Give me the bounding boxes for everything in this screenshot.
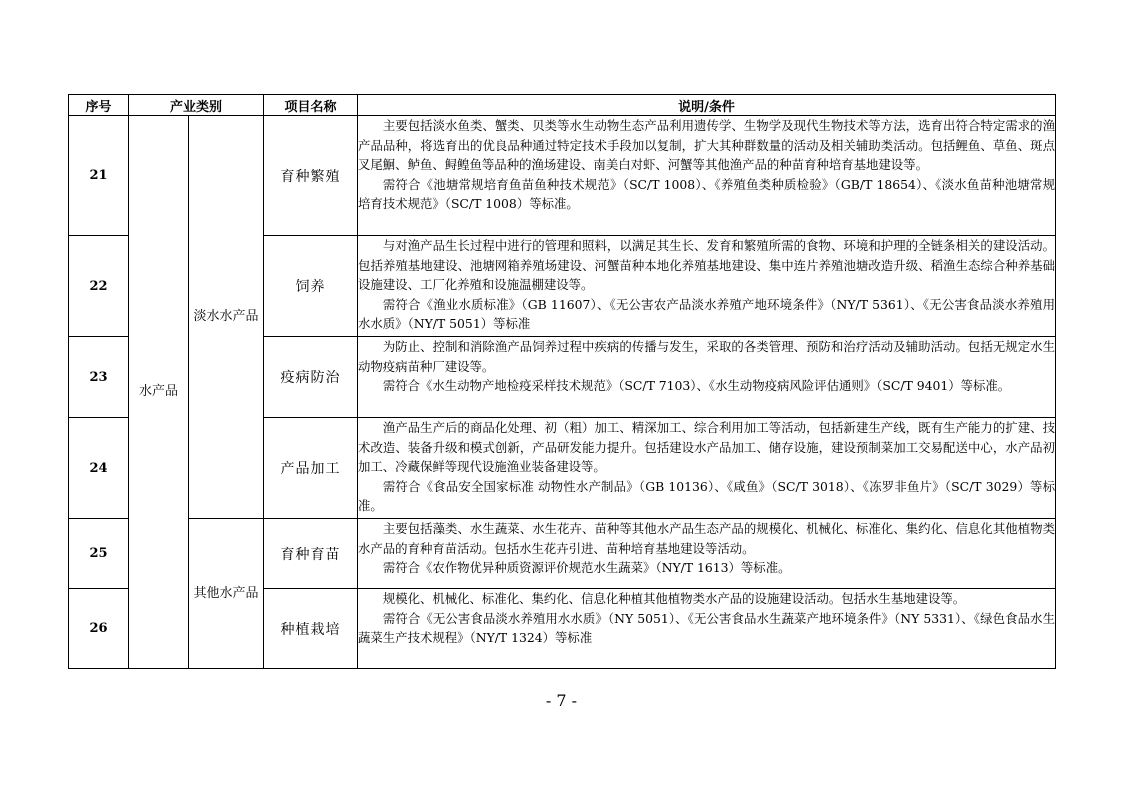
row-number: 26 xyxy=(69,589,129,669)
row-number: 23 xyxy=(69,337,129,418)
table-row xyxy=(69,519,1056,589)
project-name: 产品加工 xyxy=(264,418,358,519)
description-text: 主要包括淡水鱼类、蟹类、贝类等水生动物生态产品利用遗传学、生物学及现代生物技术等方法，选育出符合特定需求的渔产品品种，将选育出的优良品种通过特定技术手段加以复制，扩大其种群数量的活动及相关辅助类活动。包括鲤鱼、草鱼、斑点叉尾鮰、鲈鱼、鲟鳇鱼等品种的渔场建设、南美白对虾、河蟹等其他渔产品的种苗育种培育基地建设等。 xyxy=(358,118,1056,173)
row-number: 24 xyxy=(69,418,129,519)
project-name: 疫病防治 xyxy=(264,337,358,418)
description-cell xyxy=(358,116,1056,236)
description-text: 为防止、控制和消除渔产品饲养过程中疾病的传播与发生，采取的各类管理、预防和治疗活动及辅助活动。包括无规定水生动物疫病苗种厂建设等。 xyxy=(358,339,1056,374)
standards-text: 需符合《农作物优异种质资源评价规范水生蔬菜》（NY/T 1613）等标准。 xyxy=(382,560,791,576)
standards-text: 需符合《渔业水质标准》（GB 11607）、《无公害农产品淡水养殖产地环境条件》（NY/T 5361）、《无公害食品淡水养殖用水水质》（NY/T 5051）等标准 xyxy=(358,296,1056,332)
row-number: 22 xyxy=(69,236,129,337)
description-text: 渔产品生产后的商品化处理、初（粗）加工、精深加工、综合利用加工等活动，包括新建生产线，既有生产能力的扩建、技术改造、装备升级和模式创新，产品研发能力提升。包括建设水产品加工、储存设施，建设预制菜加工交易配送中心，水产品初加工、冷藏保鲜等现代设施渔业装备建设等。 xyxy=(358,420,1056,475)
table-row xyxy=(69,116,1056,236)
description-cell xyxy=(358,589,1056,669)
project-name: 饲养 xyxy=(264,236,358,337)
description-text: 规模化、机械化、标准化、集约化、信息化种植其他植物类水产品的设施建设活动。包括水生基地建设等。 xyxy=(382,591,966,606)
header-desc: 说明/条件 xyxy=(358,95,1056,116)
header-category: 产业类别 xyxy=(129,95,264,116)
category-main: 水产品 xyxy=(129,116,189,669)
description-text: 与对渔产品生长过程中进行的管理和照料，以满足其生长、发育和繁殖所需的食物、环境和护理的全链条相关的建设活动。包括养殖基地建设、池塘网箱养殖场建设、河蟹苗种本地化养殖基地建设、集中连片养殖池塘改造升级、稻渔生态综合种养基础设施建设、工厂化养殖和设施温棚建设等。 xyxy=(358,238,1056,293)
project-name: 种植栽培 xyxy=(264,589,358,669)
header-project: 项目名称 xyxy=(264,95,358,116)
description-cell xyxy=(358,337,1056,418)
description-cell xyxy=(358,519,1056,589)
category-freshwater: 淡水水产品 xyxy=(189,116,264,519)
description-text: 主要包括藻类、水生蔬菜、水生花卉、苗种等其他水产品生态产品的规模化、机械化、标准化、集约化、信息化其他植物类水产品的育种育苗活动。包括水生花卉引进、苗种培育基地建设等活动。 xyxy=(358,521,1056,556)
project-name: 育种育苗 xyxy=(264,519,358,589)
category-other: 其他水产品 xyxy=(189,519,264,669)
standards-text: 需符合《池塘常规培育鱼苗鱼种技术规范》（SC/T 1008）、《养殖鱼类种质检验》（GB/T 18654）、《淡水鱼苗种池塘常规培育技术规范》（SC/T 1008）等标准。 xyxy=(358,176,1056,212)
standards-text: 需符合《水生动物产地检疫采样技术规范》（SC/T 7103）、《水生动物疫病风险评估通则》（SC/T 9401）等标准。 xyxy=(382,378,1011,394)
header-no: 序号 xyxy=(69,95,129,116)
row-number: 25 xyxy=(69,519,129,589)
row-number: 21 xyxy=(69,116,129,236)
description-cell xyxy=(358,418,1056,519)
page-number: - 7 - xyxy=(545,691,578,710)
standards-text: 需符合《无公害食品淡水养殖用水水质》（NY 5051）、《无公害食品水生蔬菜产地环境条件》（NY 5331）、《绿色食品水生蔬菜生产技术规程》（NY/T 1324）等标准 xyxy=(358,610,1056,646)
project-name: 育种繁殖 xyxy=(264,116,358,236)
standards-text: 需符合《食品安全国家标准 动物性水产制品》（GB 10136）、《咸鱼》（SC/T 3018）、《冻罗非鱼片》（SC/T 3029）等标准。 xyxy=(358,478,1056,514)
standards-table xyxy=(68,94,1056,669)
description-cell xyxy=(358,236,1056,337)
table-header-row xyxy=(69,95,1056,116)
